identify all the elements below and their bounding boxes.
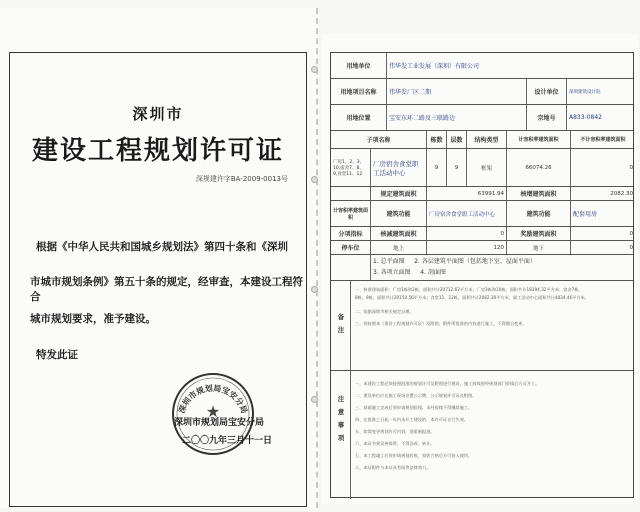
function-label: 建筑功能 [371,201,427,226]
table-row [331,105,633,131]
permit-title: 建设工程规划许可证 [31,136,284,166]
notice-line: 三、基础施工完成后须申请规划验线，未经验线不得继续施工。 [355,405,473,410]
subproject-header: 子项名称 [331,131,427,148]
notice-line: 七、本工程竣工后须申请规划验收，验收合格后方可投入使用。 [355,453,473,458]
reward-area-value: 0 [629,230,633,237]
binding-strip [310,26,320,486]
attachment-item: 2. 各层建筑平面图（包括地下室、屋面平面） [414,258,536,265]
noncalc-area-header: 不计容积率建筑面积 [580,137,626,143]
calc-area-label: 计容积率建筑面积 [331,201,371,226]
applicant-label: 用地单位 [331,53,387,78]
floors-value: 9 [447,149,467,186]
function-other-value: 配套用房 [573,211,598,218]
binding-hole [311,66,318,73]
svg-text:★: ★ [205,402,221,421]
remark-line: 8栋、9栋，面积共计20150.56平方米；食堂11、12栋，面积共计2082.30平方米，职工活动中心面积共计4834.46平方米。 [355,295,589,300]
attachment-item: 1. 总平面图 [373,258,405,265]
designer-label: 设计单位 [527,79,567,104]
parcel-value: A833-0842 [569,114,602,121]
notice-label-cell [331,371,351,499]
structure-header: 结构类型 [467,131,507,148]
notice-line: 一、本建设工程必须按照批准的规划许可及附图进行建设，施工放线须经规划部门验线后方可开工。 [355,381,540,386]
table-row [331,53,633,79]
table-row [331,131,633,149]
approved-area-label: 核减建筑面积 [371,227,427,240]
binding-hole [311,286,318,293]
parking-below-label: 地下 [507,241,571,254]
remarks-label: 备注 [337,313,345,334]
parcel-label: 宗地号 [527,105,567,130]
project-name-label: 用地项目名称 [331,79,387,104]
remarks-label-cell [331,281,351,370]
parking-below-value: 0 [629,244,633,251]
permit-detail-page [322,34,638,504]
calc-area-header: 计容积率建筑面积 [507,131,571,148]
attachment-item: 4. 剖面图 [420,269,446,276]
seal-text: 深圳市规划局宝安分局 [177,383,249,415]
designer-value: 深圳建筑设计院 [569,89,601,95]
notice-block [331,371,633,499]
table-row [331,149,633,187]
spacer [331,255,371,280]
binding-hole [311,176,318,183]
reward-area-label: 奖励建筑面积 [507,227,571,240]
approved-area-value: 0 [427,227,507,240]
indicators-label: 分项指标 [331,227,371,240]
permit-cover-page [0,8,318,508]
table-row [331,201,633,227]
remark-line: 一、核准建筑面积：厂房1栋和2栋，面积共计20712.62平方米；厂房3栋和10栋，面积共计18294.32平方米；宿舍7栋、 [355,287,583,292]
plan-area-value: 63991.94 [427,187,507,200]
remark-line: 二、依据深圳市相关规定办理。 [355,309,414,314]
detail-table [330,52,634,498]
notice-line: 二、建设单位应在施工现场设置公示牌，公示规划许可证及附图。 [355,393,477,398]
table-row [331,227,633,241]
table-row [331,255,633,281]
usage-label: 建筑功能 [507,201,571,226]
notice-line: 八、本证附件与本证具有同等法律效力。 [355,465,431,470]
subproject-ids: 厂房1、2、3、10,宿舍7、8、9,食堂11、12 [331,149,371,186]
body-line: 特发此证 [36,349,78,361]
structure-value: 框架 [467,149,507,186]
table-row [331,241,633,255]
core-area-label: 核增建筑面积 [507,187,571,200]
spacer [331,187,371,200]
parking-label: 停车位 [331,241,371,254]
core-area-value: 2082.30 [610,190,633,197]
function-value: 厂房宿舍食堂职工活动中心 [427,201,507,226]
parking-above-value: 120 [427,241,507,254]
parking-above-label: 地上 [371,241,427,254]
attachments-list [371,255,635,280]
remark-line: 三、须按照本《建设工程规划许可证》及附图、附件所批准的内容进行施工，不得擅自变更。 [355,321,527,326]
binding-hole [311,396,318,403]
applicant-value: 伟华发工业发展（深圳）有限公司 [389,63,480,70]
remarks-block [331,281,633,371]
subproject-value: 厂房宿舍食堂职工活动中心 [371,149,427,186]
project-name-value: 伟华发厂区二期 [387,79,527,104]
location-value: 宝安东环二路及三联路边 [387,105,527,130]
buildings-header: 栋数 [427,131,447,148]
table-row [331,187,633,201]
permit-number: 深规建许字BA-2009-0013号 [195,175,288,183]
plan-area-label: 规定建筑面积 [371,187,427,200]
notice-label: 注意事项 [337,395,345,442]
floors-header: 层数 [447,131,467,148]
location-label: 用地位置 [331,105,387,130]
notice-line: 六、本证书须妥善保管，不得涂改、转让。 [355,441,435,446]
attachment-item: 3. 各项立面图 [373,269,411,276]
body-line: 根据《中华人民共和国城乡规划法》第四十条和《深圳 [36,241,288,253]
noncalc-area-value: 0 [629,164,633,171]
buildings-value: 9 [427,149,447,186]
city-title: 深圳市 [132,105,184,123]
notice-line: 四、在批准之日起一年内未开工建设的，本许可证自行失效。 [355,417,469,422]
cover-frame [9,52,307,507]
body-line: 城市规划要求，准予建设。 [30,313,156,325]
issuer-name: 深圳市规划局宝安分局 [174,418,265,428]
issue-date: 二〇〇九年三月十一日 [182,436,273,446]
notice-line: 五、如需变更规划许可内容，须重新报批。 [355,429,435,434]
table-row [331,79,633,105]
calc-area-value: 66074.26 [507,149,571,186]
body-line: 市城市规划条例》第五十条的规定，经审查，本建设工程符合 [30,276,303,303]
